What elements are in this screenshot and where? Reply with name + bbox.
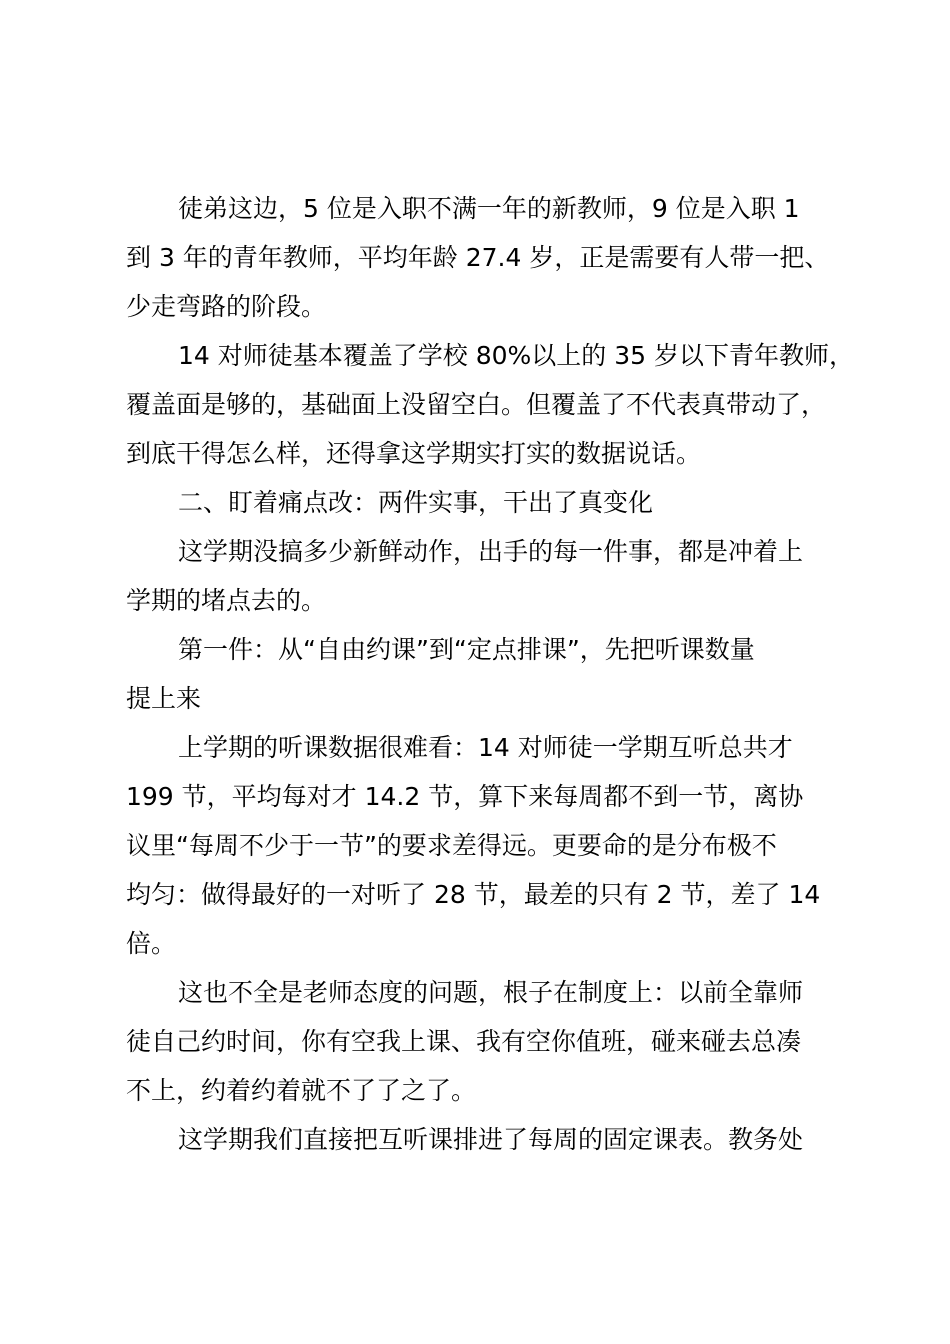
- text-line: 覆盖面是够的，基础面上没留空白。但覆盖了不代表真带动了，: [126, 390, 827, 419]
- paragraph-root-cause: [126, 968, 836, 1115]
- text-line: 到 3 年的青年教师，平均年龄 27.4 岁，正是需要有人带一把、: [126, 243, 830, 272]
- text-line: 均匀：做得最好的一对听了 28 节，最差的只有 2 节，差了 14: [126, 880, 821, 909]
- section-heading-text: 二、盯着痛点改：两件实事，干出了真变化: [178, 488, 654, 517]
- text-line: 徒自己约时间，你有空我上课、我有空你值班，碰来碰去总凑: [126, 1027, 802, 1056]
- text-line: 199 节，平均每对才 14.2 节，算下来每周都不到一节，离协: [126, 782, 804, 811]
- text-line: 议里“每周不少于一节”的要求差得远。更要命的是分布极不: [126, 831, 777, 860]
- paragraph-this-semester: [126, 1115, 836, 1164]
- text-line: 少走弯路的阶段。: [126, 292, 327, 321]
- subheading-first-item: [126, 625, 836, 723]
- paragraph-apprentices: [126, 184, 836, 331]
- text-line: 徒弟这边，5 位是入职不满一年的新教师，9 位是入职 1: [178, 194, 800, 223]
- text-line: 14 对师徒基本覆盖了学校 80%以上的 35 岁以下青年教师，: [178, 341, 854, 370]
- text-line: 上学期的听课数据很难看：14 对师徒一学期互听总共才: [178, 733, 793, 762]
- text-line: 学期的堵点去的。: [126, 586, 327, 615]
- text-line: 这学期没搞多少新鲜动作，出手的每一件事，都是冲着上: [178, 537, 804, 566]
- text-line: 不上，约着约着就不了了之了。: [126, 1076, 477, 1105]
- document-body: [126, 184, 854, 1164]
- paragraph-coverage: [126, 331, 854, 478]
- section-heading: [126, 478, 836, 527]
- paragraph-intro: [126, 527, 836, 625]
- text-line: 这学期我们直接把互听课排进了每周的固定课表。教务处: [178, 1125, 804, 1154]
- subheading-text: 第一件：从“自由约课”到“定点排课”，先把听课数量: [178, 635, 755, 664]
- text-line: 到底干得怎么样，还得拿这学期实打实的数据说话。: [126, 439, 702, 468]
- text-line: 这也不全是老师态度的问题，根子在制度上：以前全靠师: [178, 978, 804, 1007]
- subheading-text: 提上来: [126, 684, 202, 713]
- text-line: 倍。: [126, 929, 177, 958]
- paragraph-last-semester-data: [126, 723, 836, 968]
